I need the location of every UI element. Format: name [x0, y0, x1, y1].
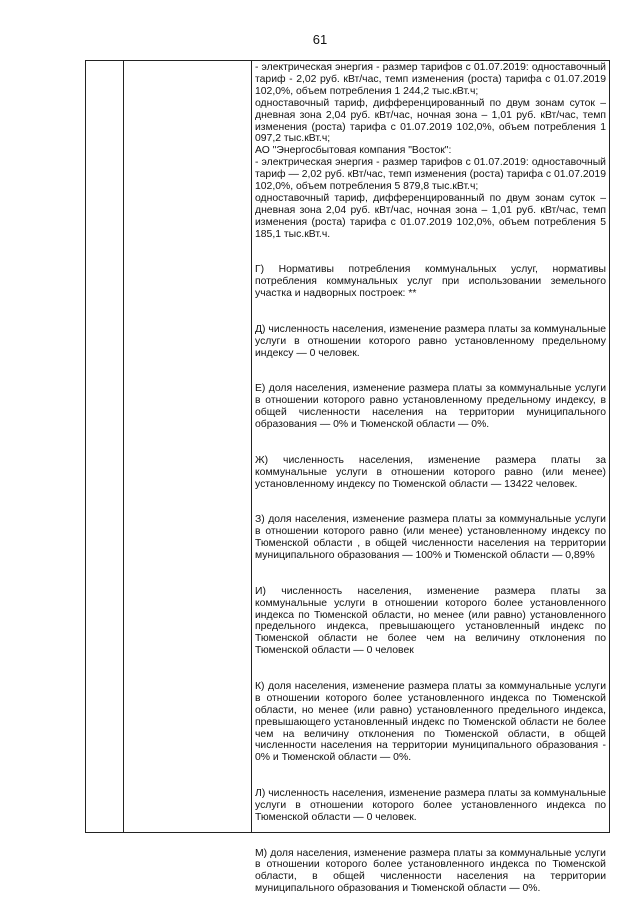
column-divider — [251, 61, 252, 832]
column-divider — [123, 61, 124, 832]
content-cell — [255, 62, 606, 895]
tariff-line: одноставочный тариф, дифференцированный по двум зонам суток – дневная зона 2,04 руб. кВт/час, ночная зона – 1,01 руб. кВт/час, темп изменения (роста) тарифа с 01.07.2019 102,0%, объем потребления 1 097,2 тыс.кВт.ч; — [255, 97, 606, 145]
company-line: АО "Энергосбытовая компания "Восток": — [255, 145, 452, 157]
paragraph-z: З) доля населения, изменение размера платы за коммунальные услуги в отношении которого равно (или менее) установленному индексу по Тюменской области , в общей численности населения на территории муниципального образования — 100% и Тюменской области — 0,89% — [255, 514, 606, 561]
paragraph-i: И) численность населения, изменение размера платы за коммунальные услуги в отношении которого более установленного индекса по Тюменской области, но менее (или равно) установленного предельного индекса, превышающего установленный индекс по Тюменской области не более чем на величину отклонения по Тюменской области — 0 человек — [255, 585, 606, 657]
tariff-line: одноставочный тариф, дифференцированный по двум зонам суток – дневная зона 2,04 руб. кВт/час, ночная зона – 1,01 руб. кВт/час, темп изменения (роста) тарифа с 01.07.2019 102,0%, объем потребления 5 185,1 тыс.кВт.ч. — [255, 192, 606, 240]
tariff-line: - электрическая энергия - размер тарифов с 01.07.2019: одноставочный тариф — 2,02 руб. кВт/час, темп изменения (роста) тарифа с 01.07.2019 102,0%, объем потребления 5 879,8 тыс.кВт.ч; — [255, 157, 606, 193]
paragraph-e: Е) доля населения, изменение размера платы за коммунальные услуги в отношении которого равно установленному предельному индексу, в общей численности населения на территории муниципального образования — 0% и Тюменской области — 0%. — [255, 383, 606, 431]
paragraph-k: К) доля населения, изменение размера платы за коммунальные услуги в отношении которого более установленного индекса по Тюменской области, но менее (или равно) установленного предельного индекса, превышающего установленный индекс по Тюменской области не более чем на величину отклонения по Тюменской области, в общей численности населения на территории муниципального образования - 0% и Тюменской области — 0%. — [255, 680, 606, 764]
paragraph-g: Г) Нормативы потребления коммунальных услуг, нормативы потребления коммунальных услуг при использовании земельного участка и надворных построек: ** — [255, 264, 606, 300]
document-table — [85, 60, 610, 895]
page-number: 61 — [312, 32, 328, 47]
tariff-line: - электрическая энергия - размер тарифов с 01.07.2019: одноставочный тариф - 2,02 руб. кВт/час, темп изменения (роста) тарифа с 01.07.2019 102,0%, объем потребления 1 244,2 тыс.кВт.ч; — [255, 62, 606, 97]
paragraph-m: М) доля населения, изменение размера платы за коммунальные услуги в отношении которого более установленного индекса по Тюменской области, в общей численности населения на территории муниципального образования и Тюменской области — 0%. — [255, 847, 606, 895]
paragraph-zh: Ж) численность населения, изменение размера платы за коммунальные услуги в отношении которого равно (или менее) установленному индексу по Тюменской области — 13422 человек. — [255, 454, 606, 490]
paragraph-d: Д) численность населения, изменение размера платы за коммунальные услуги в отношении которого равно установленному предельному индексу — 0 человек. — [255, 323, 606, 359]
paragraph-l: Л) численность населения, изменение размера платы за коммунальные услуги в отношении которого более установленного индекса по Тюменской области — 0 человек. — [255, 788, 606, 823]
